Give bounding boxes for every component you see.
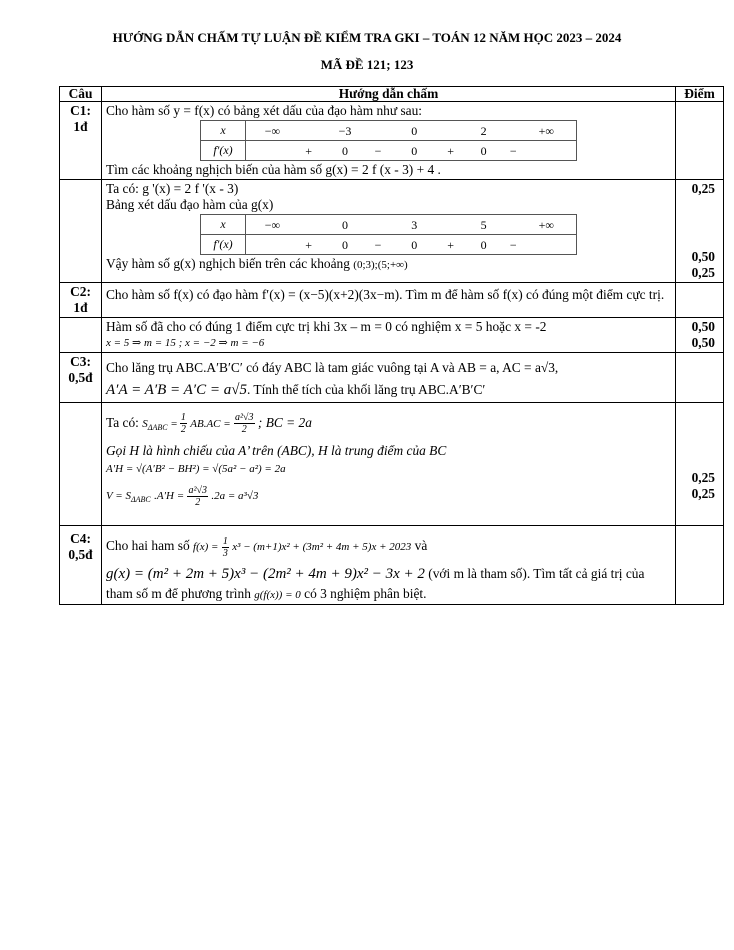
q3-half-fraction: $\frac{1}{2}$ <box>180 412 186 436</box>
q2-score-2: 0,50 <box>691 335 715 350</box>
q1-x-4: +∞ <box>538 124 554 138</box>
q3-answer-row <box>60 403 724 526</box>
q1-answer-label-cell <box>60 180 102 283</box>
q1-a-sign-6: − <box>509 238 517 252</box>
q3-vol-rhs: .2a = a³√3 <box>211 490 259 503</box>
q4-fraction: $\frac{1}{3}$ <box>222 535 228 559</box>
q1-table-sign-row <box>246 141 577 161</box>
q4-question-row <box>60 526 724 605</box>
q3-question-row <box>60 353 724 403</box>
q1-prompt: Cho hàm số y = f(x) có bảng xét dấu của đạo hàm như sau: <box>106 103 423 118</box>
q1-ask: Tìm các khoảng nghịch biến của hàm số g(x) = 2 f (x - 3) + 4 . <box>106 162 441 177</box>
q2-label: C2: <box>70 284 91 299</box>
q3-area-fraction: $\frac{\text{a²√3}}{2}$ <box>235 412 254 436</box>
q1-x-0: −∞ <box>264 124 281 138</box>
q1-a-sign-1: 0 <box>342 238 348 252</box>
q1-a-sign-0: + <box>305 238 313 252</box>
q1-sign-2: − <box>374 144 382 158</box>
q1-question-score-cell <box>676 102 724 180</box>
q2-answer-cell <box>102 318 676 353</box>
q1-a-x-3: 5 <box>480 218 487 232</box>
q3-vol-mid: .A′H = <box>154 490 185 503</box>
q3-answer-line1 <box>106 404 671 443</box>
q3-answer-line2: Gọi H là hình chiếu của A’ trên (ABC), H là trung điểm của BC <box>106 443 447 459</box>
q4-label-cell <box>60 526 102 605</box>
q3-label-cell <box>60 353 102 403</box>
q3-score-2: 0,25 <box>691 486 715 501</box>
q1-a-sign-3: 0 <box>411 238 418 252</box>
q4-prompt-intro: Cho hai ham số <box>106 538 190 554</box>
grading-table <box>59 86 724 605</box>
q2-question-score-cell <box>676 283 724 318</box>
q3-answer-line3: A′H = √(A′B² − BH²) = √(5a² − a²) = 2a <box>106 463 286 476</box>
q3-area-ab: AB.AC = <box>190 418 231 430</box>
q1-a-table-x-label: x <box>201 215 246 235</box>
q1-sign-5: 0 <box>480 144 487 158</box>
q4-f-rhs: x³ − (m+1)x² + (3m² + 4m + 5)x + 2023 <box>232 541 412 554</box>
q1-a-sign-2: − <box>374 238 382 252</box>
q1-answer-sign-table <box>200 214 577 255</box>
q3-area-eq: = <box>170 418 180 430</box>
q1-answer-scores <box>676 180 724 283</box>
q3-answer-cell <box>102 403 676 526</box>
q1-table-x-label: x <box>201 121 246 141</box>
q1-score-2: 0,50 <box>691 249 715 264</box>
q4-prompt-cont: (với m là tham số). Tìm tất cả giá trị của <box>428 566 645 582</box>
table-header-row <box>60 87 724 102</box>
q1-answer-cell <box>102 180 676 283</box>
q1-points: 1đ <box>73 119 88 134</box>
q3-prompt-equalities: A′A = A′B = A′C = a√5 <box>106 382 247 398</box>
document-title: HƯỚNG DẪN CHẤM TỰ LUẬN ĐỀ KIỂM TRA GKI – TOÁN 12 NĂM HỌC 2023 – 2024 <box>112 30 622 45</box>
q3-answer-line4 <box>106 479 671 524</box>
q1-a-table-d-label: f′(x) <box>201 235 246 255</box>
q1-score-3: 0,25 <box>691 265 715 280</box>
q3-answer-label-cell <box>60 403 102 526</box>
q1-table-x-row <box>246 121 577 141</box>
q3-prompt-task: . Tính thể tích của khối lăng trụ ABC.A′B′C′ <box>246 382 486 397</box>
q1-answer-line2: Bảng xét dấu đạo hàm của g(x) <box>106 197 274 212</box>
q2-prompt: Cho hàm số f(x) có đạo hàm f′(x) = (x−5)(x+2)(3x−m). Tìm m để hàm số f(x) có đúng một điểm cực trị. <box>106 287 665 302</box>
q1-sign-0: + <box>305 144 313 158</box>
q4-g-expression: g(x) = (m² + 2m + 5)x³ − (2m² + 4m + 9)x² − 3x + 2 <box>106 566 425 583</box>
q1-sign-table <box>200 120 577 161</box>
q4-prompt-ask: tham số m để phương trình <box>106 586 251 602</box>
q3-prompt-line2 <box>106 379 671 401</box>
q1-label: C1: <box>70 103 91 118</box>
q4-and: và <box>414 538 428 554</box>
header-cau: Câu <box>60 87 102 102</box>
q4-prompt-line2 <box>106 562 671 586</box>
q2-answer-row <box>60 318 724 353</box>
q4-label: C4: <box>70 531 91 547</box>
q3-bc: ; BC = 2a <box>257 415 312 430</box>
q4-f-lhs: f(x) = <box>193 541 219 554</box>
document-subtitle: MÃ ĐỀ 121; 123 <box>320 57 414 72</box>
q3-score-1: 0,25 <box>691 470 715 485</box>
q1-label-cell <box>60 102 102 180</box>
q1-answer-line1: Ta có: g '(x) = 2 f '(x - 3) <box>106 181 239 196</box>
q2-question-row <box>60 283 724 318</box>
q4-question-cell <box>102 526 676 605</box>
q1-x-2: 0 <box>411 124 418 138</box>
q3-area-lhs: $S_{\Delta ABC}$ <box>142 418 168 433</box>
q1-a-sign-4: + <box>447 238 454 252</box>
q1-x-1: −3 <box>338 124 352 138</box>
q1-a-x-0: −∞ <box>264 218 281 232</box>
q1-sign-1: 0 <box>342 144 348 158</box>
q4-equation: g(f(x)) = 0 <box>254 589 301 602</box>
q1-sign-4: + <box>447 144 454 158</box>
q1-a-x-4: +∞ <box>538 218 554 232</box>
q1-question-cell <box>102 102 676 180</box>
q1-intervals: (0;3);(5;+∞) <box>353 259 408 271</box>
q2-points: 1đ <box>73 300 88 315</box>
q2-answer-scores <box>676 318 724 353</box>
q1-a-x-2: 3 <box>411 218 418 232</box>
q2-answer-line2: x = 5 ⇒ m = 15 ; x = −2 ⇒ m = −6 <box>106 337 265 349</box>
q1-a-x-1: 0 <box>342 218 348 232</box>
q3-label: C3: <box>70 354 91 369</box>
q2-score-1: 0,50 <box>691 319 715 334</box>
q3-points: 0,5đ <box>68 370 93 385</box>
q1-a-table-sign-row <box>246 235 577 255</box>
q1-sign-3: 0 <box>411 144 418 158</box>
q4-prompt-line1 <box>106 527 671 562</box>
q1-sign-6: − <box>509 144 517 158</box>
header-huong-dan: Hướng dẫn chấm <box>102 87 676 102</box>
q3-answer-scores <box>676 403 724 526</box>
q1-a-sign-5: 0 <box>480 238 487 252</box>
q1-a-table-x-row <box>246 215 577 235</box>
q1-question-row <box>60 102 724 180</box>
header-diem: Điểm <box>676 87 724 102</box>
q1-x-3: 2 <box>480 124 487 138</box>
q1-conclusion: Vậy hàm số g(x) nghịch biến trên các khoảng <box>106 256 350 271</box>
q1-answer-line3 <box>106 256 671 273</box>
q4-score-cell <box>676 526 724 605</box>
q1-table-d-label: f′(x) <box>201 141 246 161</box>
q4-prompt-line3 <box>106 586 671 603</box>
q2-answer-label-cell <box>60 318 102 353</box>
q2-answer-line1: Hàm số đã cho có đúng 1 điểm cực trị khi 3x – m = 0 có nghiệm x = 5 hoặc x = -2 <box>106 319 547 334</box>
q2-label-cell <box>60 283 102 318</box>
q3-question-score-cell <box>676 353 724 403</box>
q2-question-cell <box>102 283 676 318</box>
q3-vol-lhs: $V = S_{\Delta ABC}$ <box>106 490 151 505</box>
q4-points: 0,5đ <box>68 547 93 563</box>
q3-question-cell <box>102 353 676 403</box>
q3-ta-co: Ta có: <box>106 415 139 430</box>
q3-vol-fraction: $\frac{\text{a²√3}}{2}$ <box>188 484 207 508</box>
q1-score-1: 0,25 <box>691 181 715 196</box>
q1-answer-row <box>60 180 724 283</box>
q4-prompt-end: có 3 nghiệm phân biệt. <box>304 586 427 602</box>
q3-prompt-line1: Cho lăng trụ ABC.A′B′C′ có đáy ABC là tam giác vuông tại A và AB = a, AC = a√3, <box>106 360 559 375</box>
